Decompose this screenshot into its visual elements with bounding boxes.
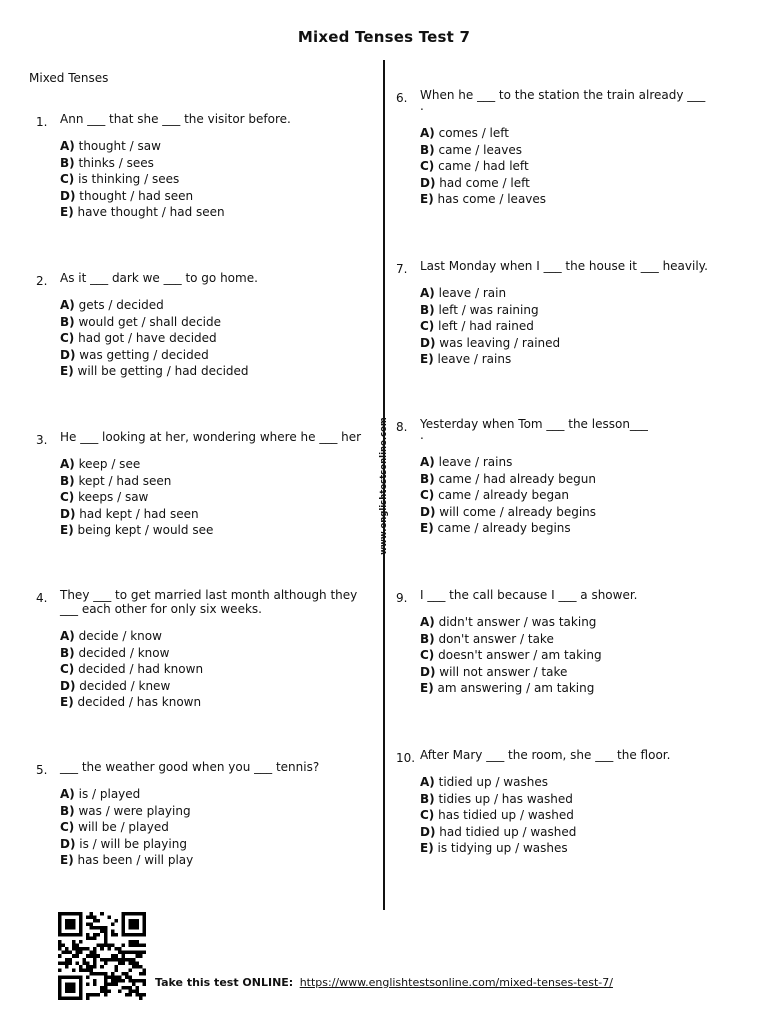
option-letter: C) [420, 648, 435, 662]
question-number: 5. [36, 763, 48, 777]
option-text: came / had left [438, 159, 529, 173]
question-5 [36, 760, 366, 869]
question-number: 6. [396, 91, 408, 105]
option-letter: A) [60, 298, 75, 312]
answer-option[interactable] [420, 680, 716, 697]
option-text: comes / left [438, 126, 509, 140]
answer-option[interactable] [60, 852, 366, 869]
option-letter: C) [60, 172, 75, 186]
option-text: doesn't answer / am taking [438, 648, 602, 662]
option-letter: A) [60, 787, 75, 801]
answer-option[interactable] [60, 347, 366, 364]
option-letter: B) [60, 155, 75, 170]
question-header [36, 588, 366, 616]
option-text: decide / know [78, 629, 162, 643]
option-text: had got / have decided [78, 331, 217, 345]
answer-option[interactable] [60, 819, 366, 836]
answer-option[interactable] [60, 506, 366, 523]
option-letter: D) [420, 175, 436, 190]
option-letter: B) [60, 803, 75, 818]
option-text: thought / had seen [79, 188, 194, 203]
question-10 [396, 748, 716, 857]
option-letter: E) [420, 521, 434, 535]
answer-option[interactable] [60, 678, 366, 695]
footer-label: Take this test ONLINE: [155, 976, 294, 989]
answer-option[interactable] [60, 786, 366, 803]
option-text: is tidying up / washes [437, 841, 568, 855]
question-4 [36, 588, 366, 711]
question-number: 8. [396, 420, 408, 434]
option-letter: C) [420, 488, 435, 502]
option-text: was getting / decided [79, 347, 209, 362]
answer-option[interactable] [420, 791, 716, 808]
option-text: have thought / had seen [77, 205, 225, 219]
option-letter: D) [60, 836, 76, 851]
answer-option[interactable] [60, 661, 366, 678]
option-letter: A) [60, 629, 75, 643]
option-text: came / leaves [438, 142, 522, 157]
question-6 [396, 88, 716, 208]
question-header [396, 748, 716, 765]
footer [155, 976, 613, 989]
answer-option[interactable] [60, 694, 366, 711]
question-text-tail: . [420, 99, 424, 113]
answer-option[interactable] [60, 645, 366, 662]
answer-option[interactable] [420, 158, 716, 175]
option-letter: B) [60, 645, 75, 660]
option-text: keep / see [78, 457, 141, 471]
answer-option[interactable] [60, 522, 366, 539]
option-letter: E) [60, 853, 74, 867]
option-text: had kept / had seen [79, 506, 199, 521]
answer-option[interactable] [60, 363, 366, 380]
option-text: had tidied up / washed [439, 824, 577, 839]
question-text: As it ___ dark we ___ to go home. [60, 271, 258, 285]
qr-code[interactable] [58, 912, 146, 1000]
question-9 [396, 588, 716, 697]
option-text: didn't answer / was taking [438, 615, 597, 629]
answer-option[interactable] [420, 774, 716, 791]
option-letter: A) [60, 457, 75, 471]
answer-option[interactable] [420, 351, 716, 368]
option-text: came / already begins [437, 521, 571, 535]
option-letter: E) [420, 841, 434, 855]
answer-options [60, 297, 366, 380]
answer-option[interactable] [60, 803, 366, 820]
question-3 [36, 430, 366, 539]
question-text: When he ___ to the station the train already ___ [420, 88, 706, 102]
question-header [396, 588, 716, 605]
option-text: will be / played [78, 820, 169, 834]
answer-options [60, 138, 366, 221]
option-letter: D) [60, 678, 76, 693]
answer-option[interactable] [60, 155, 366, 172]
answer-option[interactable] [420, 807, 716, 824]
answer-option[interactable] [60, 204, 366, 221]
answer-option[interactable] [420, 487, 716, 504]
question-header [396, 88, 716, 113]
option-text: left / had rained [438, 319, 534, 333]
option-letter: E) [60, 364, 74, 378]
question-number: 10. [396, 751, 416, 765]
answer-options [420, 454, 716, 537]
question-text: They ___ to get married last month although they ___ each other for only six weeks. [60, 588, 358, 616]
option-text: leave / rains [438, 455, 513, 469]
question-number: 7. [396, 262, 408, 276]
question-text: Yesterday when Tom ___ the lesson___ [420, 417, 648, 431]
option-letter: B) [420, 142, 435, 157]
option-letter: C) [60, 331, 75, 345]
answer-option[interactable] [420, 285, 716, 302]
question-header [36, 112, 366, 129]
option-letter: B) [60, 473, 75, 488]
option-text: thought / saw [78, 139, 161, 153]
option-letter: E) [60, 695, 74, 709]
question-text: ___ the weather good when you ___ tennis? [60, 760, 320, 774]
question-text: Last Monday when I ___ the house it ___ heavily. [420, 259, 708, 273]
option-letter: B) [420, 791, 435, 806]
option-letter: A) [420, 126, 435, 140]
option-letter: D) [60, 188, 76, 203]
option-text: was leaving / rained [439, 335, 561, 350]
option-letter: E) [420, 192, 434, 206]
option-text: gets / decided [78, 298, 164, 312]
question-header [36, 430, 366, 447]
answer-option[interactable] [420, 454, 716, 471]
option-text: will not answer / take [439, 664, 568, 679]
answer-options [420, 614, 716, 697]
option-text: am answering / am taking [437, 681, 595, 695]
answer-option[interactable] [60, 473, 366, 490]
answer-option[interactable] [420, 520, 716, 537]
question-2 [36, 271, 366, 380]
answer-options [420, 285, 716, 368]
option-letter: A) [420, 455, 435, 469]
question-text: He ___ looking at her, wondering where he ___ her [60, 430, 362, 444]
option-letter: A) [420, 615, 435, 629]
footer-link[interactable]: https://www.englishtestsonline.com/mixed-tenses-test-7/ [299, 976, 613, 989]
section-subtitle: Mixed Tenses [29, 71, 109, 85]
option-text: don't answer / take [438, 631, 554, 646]
option-text: leave / rain [438, 286, 507, 300]
question-text: I ___ the call because I ___ a shower. [420, 588, 638, 602]
option-letter: C) [60, 490, 75, 504]
answer-option[interactable] [60, 138, 366, 155]
answer-option[interactable] [420, 302, 716, 319]
option-letter: C) [60, 820, 75, 834]
question-header [36, 271, 366, 288]
option-text: has been / will play [77, 853, 194, 867]
option-letter: C) [60, 662, 75, 676]
option-letter: D) [420, 664, 436, 679]
option-text: decided / know [78, 645, 170, 660]
page-title: Mixed Tenses Test 7 [297, 28, 471, 46]
question-number: 2. [36, 274, 48, 288]
answer-option[interactable] [420, 614, 716, 631]
option-text: decided / knew [79, 678, 171, 693]
answer-options [60, 786, 366, 869]
option-letter: D) [60, 347, 76, 362]
option-letter: B) [420, 471, 435, 486]
question-header [36, 760, 366, 777]
option-letter: B) [60, 314, 75, 329]
option-letter: C) [420, 808, 435, 822]
qr-code-icon [58, 912, 146, 1000]
answer-option[interactable] [420, 318, 716, 335]
option-text: thinks / sees [78, 155, 154, 170]
option-letter: E) [60, 523, 74, 537]
answer-option[interactable] [60, 628, 366, 645]
question-number: 1. [36, 115, 48, 129]
option-letter: A) [420, 775, 435, 789]
option-text: had come / left [439, 175, 530, 190]
question-1 [36, 112, 366, 221]
answer-option[interactable] [420, 471, 716, 488]
answer-option[interactable] [60, 836, 366, 853]
question-text: Ann ___ that she ___ the visitor before. [60, 112, 291, 126]
option-text: has come / leaves [437, 192, 547, 206]
option-text: left / was raining [438, 302, 539, 317]
answer-option[interactable] [60, 297, 366, 314]
question-7 [396, 259, 716, 368]
option-letter: D) [420, 504, 436, 519]
option-text: tidies up / has washed [438, 791, 573, 806]
answer-option[interactable] [420, 504, 716, 521]
answer-option[interactable] [420, 664, 716, 681]
answer-option[interactable] [420, 175, 716, 192]
answer-option[interactable] [420, 335, 716, 352]
option-text: came / already began [438, 488, 570, 502]
option-letter: B) [420, 631, 435, 646]
answer-option[interactable] [420, 631, 716, 648]
option-text: leave / rains [437, 352, 512, 366]
option-letter: D) [60, 506, 76, 521]
option-letter: D) [420, 824, 436, 839]
option-letter: C) [420, 319, 435, 333]
answer-option[interactable] [60, 171, 366, 188]
answer-options [420, 125, 716, 208]
option-letter: B) [420, 302, 435, 317]
option-text: was / were playing [78, 803, 191, 818]
answer-option[interactable] [420, 647, 716, 664]
option-letter: E) [420, 681, 434, 695]
answer-option[interactable] [420, 840, 716, 857]
question-8 [396, 417, 716, 537]
answer-option[interactable] [60, 314, 366, 331]
watermark-text: www.englishtestsonline.com [379, 417, 389, 555]
option-letter: A) [420, 286, 435, 300]
option-text: is thinking / sees [78, 172, 180, 186]
option-text: being kept / would see [77, 523, 214, 537]
option-text: will be getting / had decided [77, 364, 249, 378]
question-header [396, 417, 716, 442]
answer-option[interactable] [420, 142, 716, 159]
option-text: is / played [78, 787, 141, 801]
answer-option[interactable] [420, 125, 716, 142]
question-number: 4. [36, 591, 48, 605]
answer-option[interactable] [60, 188, 366, 205]
option-letter: A) [60, 139, 75, 153]
option-text: would get / shall decide [78, 314, 221, 329]
option-text: is / will be playing [79, 836, 187, 851]
question-text-tail: . [420, 428, 424, 442]
option-text: has tidied up / washed [438, 808, 574, 822]
option-letter: C) [420, 159, 435, 173]
option-text: came / had already begun [438, 471, 597, 486]
option-text: will come / already begins [439, 504, 597, 519]
option-text: decided / had known [78, 662, 204, 676]
question-header [396, 259, 716, 276]
option-letter: D) [420, 335, 436, 350]
answer-options [60, 628, 366, 711]
question-number: 9. [396, 591, 408, 605]
answer-options [420, 774, 716, 857]
option-text: decided / has known [77, 695, 202, 709]
option-text: keeps / saw [78, 490, 149, 504]
option-letter: E) [60, 205, 74, 219]
answer-option[interactable] [420, 824, 716, 841]
question-number: 3. [36, 433, 48, 447]
option-letter: E) [420, 352, 434, 366]
option-text: kept / had seen [78, 473, 172, 488]
answer-option[interactable] [60, 489, 366, 506]
answer-option[interactable] [420, 191, 716, 208]
answer-option[interactable] [60, 456, 366, 473]
answer-options [60, 456, 366, 539]
option-text: tidied up / washes [438, 775, 548, 789]
question-text: After Mary ___ the room, she ___ the floor. [420, 748, 671, 762]
answer-option[interactable] [60, 330, 366, 347]
